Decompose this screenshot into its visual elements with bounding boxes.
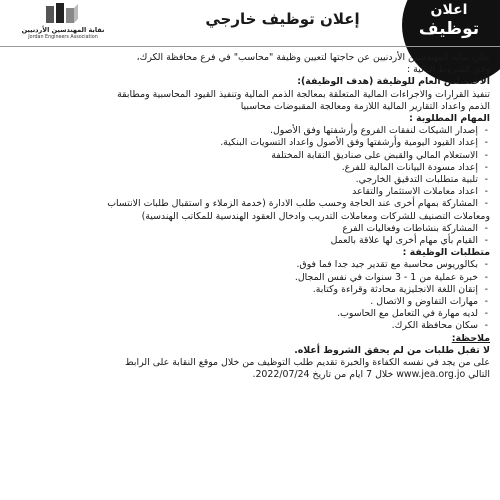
requirements-list: [10, 259, 490, 332]
association-logo: [14, 2, 112, 46]
badge-line-2: توظيف: [418, 19, 480, 39]
duty-item: - اعداد معاملات الاستثمار والتقاعد: [10, 186, 490, 198]
duty-item: - إعداد القيود اليومية وأرشفتها وفق الأصول واعداد التسويات البنكية.: [10, 137, 490, 149]
duty-item: - إصدار الشيكات لنفقات الفروع وأرشفتها وفق الأصول.: [10, 125, 490, 137]
general-heading: الاختصاص العام للوظيفة (هدف الوظيفة):: [297, 76, 490, 88]
general-line: تنفيذ القرارات والاجراءات المالية المتعلقة بمعالجة الذمم المالية وتنفيذ القيود المحاسبية ومطابقة: [117, 88, 490, 100]
requirement-item: - مهارات التفاوض و الاتصال .: [10, 296, 490, 308]
duty-item: - الاستعلام المالي والقبض على صناديق النقابة المختلفة: [10, 150, 490, 162]
duties-list-continued: [10, 223, 490, 247]
duties-heading: المهام المطلوبة :: [409, 113, 490, 125]
requirement-item: - إتقان اللغة الانجليزية محادثة وقراءة وكتابة.: [10, 284, 490, 296]
requirements-heading: متطلبات الوظيفة :: [402, 247, 490, 259]
notes-heading: ملاحظة:: [451, 332, 490, 344]
duties-list: [10, 125, 490, 210]
badge-line-1: اعلان: [430, 2, 468, 18]
duty-continuation: ومعاملات التصنيف للشركات ومعاملات التدريب وادخال العقود الهندسية للمكاتب الهندسية): [141, 210, 490, 222]
duty-item: - إعداد مسودة البيانات المالية للفرع.: [10, 162, 490, 174]
notes-line: على من يجد في نفسه الكفاءة والخبرة تقديم طلب التوظيف من خلال موقع النقابة على الرابط: [125, 357, 490, 369]
header-divider: [0, 46, 500, 47]
logo-mark-icon: [44, 2, 80, 24]
duty-item: - المشاركة بنشاطات وفعاليات الفرع: [10, 223, 490, 235]
requirement-item: - لديه مهارة في التعامل مع الحاسوب.: [10, 308, 490, 320]
requirement-item: - بكالوريوس محاسبة مع تقدير جيد جدا فما فوق.: [10, 259, 490, 271]
general-line: الذمم واعداد التقارير المالية اللازمة ومعالجة المقبوضات محاسبيا: [240, 100, 490, 112]
intro-line: تعلن نقابة المهندسين الأردنيين عن حاجتها لتعيين وظيفة "محاسب" في فرع محافظة الكرك،: [136, 52, 490, 63]
requirement-item: - خبرة عملية من 1 - 3 سنوات في نفس المجال.: [10, 272, 490, 284]
announcement-badge-text: [414, 2, 484, 39]
page-title: إعلان توظيف خارجي: [205, 10, 360, 28]
notes-emphasis: لا تقبل طلبات من لم يحقق الشروط أعلاه.: [294, 344, 490, 356]
duty-item: - تلبية متطلبات التدقيق الخارجي.: [10, 174, 490, 186]
logo-name-ar: نقابة المهندسين الأردنيين: [21, 26, 105, 34]
requirement-item: - سكان محافظة الكرك.: [10, 320, 490, 332]
intro-line: وفق الشروط التالية :: [407, 64, 490, 76]
notes-line: التالي www.jea.org.jo خلال 7 ايام من تاريخ 2022/07/24.: [252, 369, 490, 381]
duty-item: - المشاركة بمهام أخرى عند الحاجة وحسب طلب الادارة (خدمة الزملاء و استقبال طلبات الانتساب: [10, 198, 490, 210]
logo-name-en: Jordan Engineers Association: [28, 35, 98, 40]
ad-content: [10, 52, 490, 381]
duty-item: - القيام بأي مهام أخرى لها علاقة بالعمل: [10, 235, 490, 247]
